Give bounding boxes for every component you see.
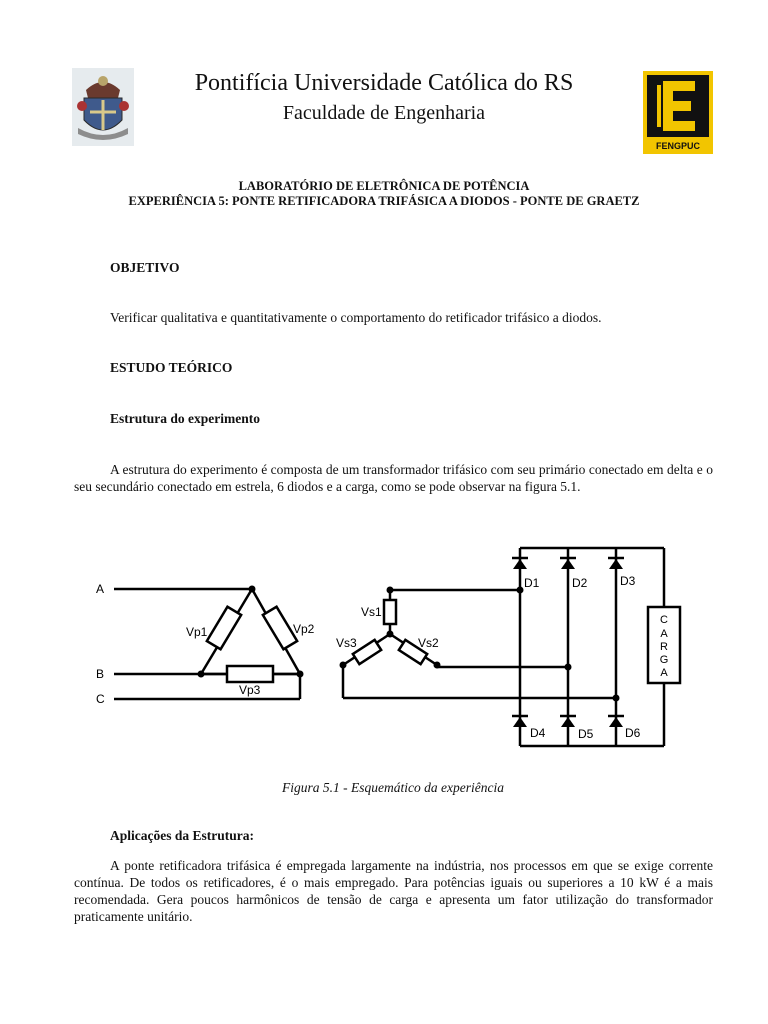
estrutura-subheading: Estrutura do experimento — [110, 411, 260, 426]
node-bridge-1 — [517, 587, 524, 594]
diode-d6-symbol — [609, 717, 623, 727]
faculty-name: Faculdade de Engenharia — [282, 102, 486, 124]
label-d4: D4 — [530, 726, 546, 740]
node-star-neutral — [387, 631, 394, 638]
label-d6: D6 — [625, 726, 641, 740]
label-carga-5: A — [660, 667, 668, 679]
label-vp2: Vp2 — [293, 622, 315, 636]
lab-title: LABORATÓRIO DE ELETRÔNICA DE POTÊNCIA — [238, 179, 530, 193]
diode-d5-symbol — [561, 717, 575, 727]
fengpuc-logo-text: FENGPUC — [655, 141, 700, 151]
label-vs1: Vs1 — [361, 605, 382, 619]
label-b: B — [96, 667, 105, 681]
node-bridge-3 — [613, 695, 620, 702]
label-carga-3: R — [660, 641, 668, 653]
objetivo-heading: OBJETIVO — [110, 260, 180, 275]
node-delta-top — [249, 586, 256, 593]
label-carga-2: A — [660, 628, 668, 640]
node-delta-left — [198, 671, 205, 678]
label-d5: D5 — [578, 727, 594, 741]
diode-d3-symbol — [609, 559, 623, 569]
winding-vs1 — [384, 600, 396, 624]
diode-d4-symbol — [513, 717, 527, 727]
label-d2: D2 — [572, 576, 588, 590]
figure-caption: Figura 5.1 - Esquemático da experiência — [282, 780, 504, 795]
experiment-title: EXPERIÊNCIA 5: PONTE RETIFICADORA TRIFÁSICA A DIODOS - PONTE DE GRAETZ — [128, 194, 640, 208]
aplicacoes-heading: Aplicações da Estrutura: — [110, 828, 254, 843]
label-carga-1: C — [660, 614, 668, 626]
label-carga-4: G — [659, 654, 669, 666]
schematic-figure — [0, 540, 768, 760]
label-d3: D3 — [620, 574, 636, 588]
node-delta-right — [297, 671, 304, 678]
university-name: Pontifícia Universidade Católica do RS — [194, 70, 574, 96]
estudo-heading: ESTUDO TEÓRICO — [110, 360, 233, 375]
node-bridge-2 — [565, 664, 572, 671]
diode-d2-symbol — [561, 559, 575, 569]
winding-vp1 — [207, 607, 241, 650]
aplicacoes-paragraph: A ponte retificadora trifásica é empregada largamente na indústria, nos processos em que se exige corrente contínua. De todos os retificadores, é o mais empregado. Para potências iguais ou superiores a 10 kW é a mais recomendada. Gera poucos harmônicos de tensão de carga e apresenta um fator utilização do transformador praticamente unitário. — [74, 858, 713, 924]
label-a: A — [96, 582, 105, 596]
objetivo-text: Verificar qualitativa e quantitativamente o comportamento do retificador trifásico a diodos. — [110, 310, 602, 325]
winding-vp2 — [263, 607, 297, 650]
label-vp3: Vp3 — [239, 683, 261, 697]
winding-vp3 — [227, 666, 273, 682]
label-vs3: Vs3 — [336, 636, 357, 650]
diode-d1-symbol — [513, 559, 527, 569]
estrutura-paragraph: A estrutura do experimento é composta de um transformador trifásico com seu primário conectado em delta e o seu secundário conectado em estrela, 6 diodos e a carga, como se pode observar na figura 5.1. — [74, 462, 713, 494]
label-d1: D1 — [524, 576, 540, 590]
label-vs2: Vs2 — [418, 636, 439, 650]
label-c: C — [96, 692, 105, 706]
winding-vs3 — [353, 640, 381, 664]
label-vp1: Vp1 — [186, 625, 208, 639]
